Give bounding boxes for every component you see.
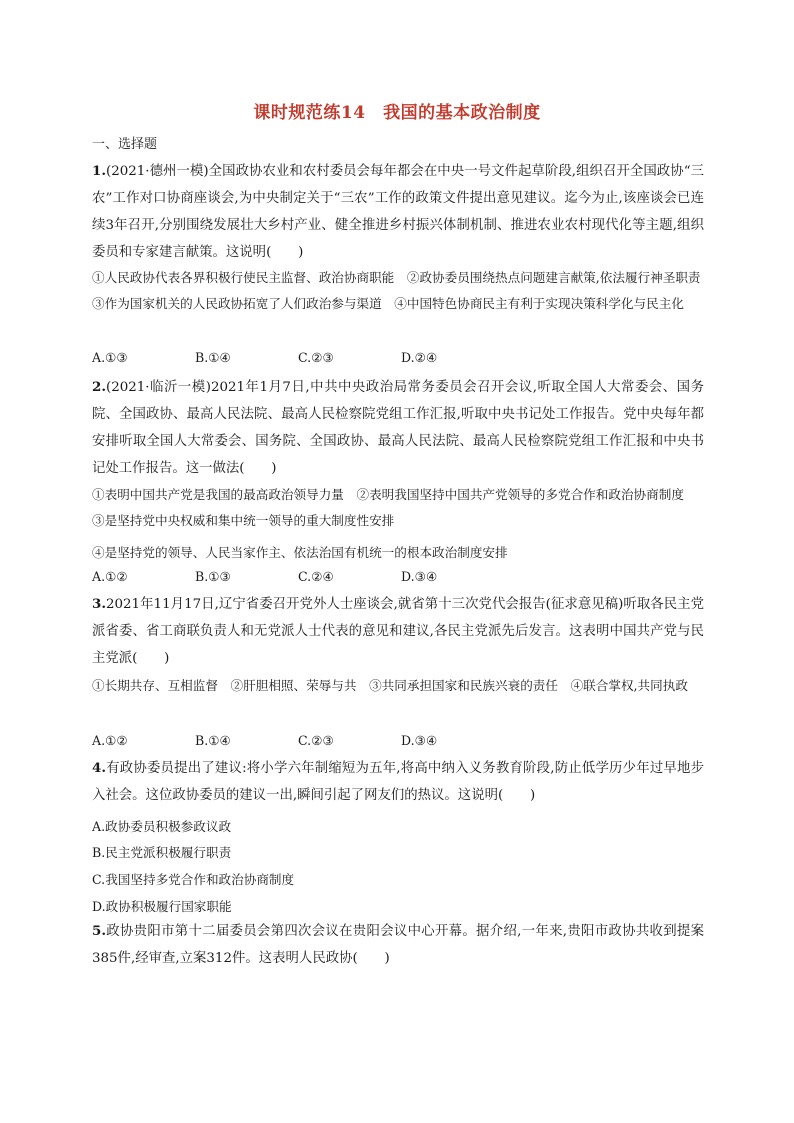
page-title: 课时规范练14 我国的基本政治制度 [253,103,541,123]
choice-d[interactable]: D.政协积极履行国家职能 [92,899,232,914]
question-1-choices [92,350,504,365]
question-3-choices [92,733,504,748]
choice-d[interactable]: D.③④ [401,569,438,584]
question-1-statements: ①人民政协代表各界积极行使民主监督、政治协商职能 ②政协委员围绕热点问题建言献策,依法履行神圣职责 ③作为国家机关的人民政协拓宽了人们政治参与渠道 ④中国特色协商民主有利于实现决策科学化与民主化 [92,270,714,311]
question-number: 4. [92,760,106,776]
choice-a[interactable]: A.①③ [92,350,128,365]
question-5 [92,918,704,972]
question-2-statements: ①表明中国共产党是我国的最高政治领导力量 ②表明我国坚持中国共产党领导的多党合作和政治协商制度 ③是坚持党中央权威和集中统一领导的重大制度性安排 [92,487,697,528]
choice-c[interactable]: C.②③ [298,733,334,748]
choice-a[interactable]: A.①② [92,733,128,748]
question-2-statement-4: ④是坚持党的领导、人民当家作主、依法治国有机统一的根本政治制度安排 [92,545,508,560]
choice-a[interactable]: A.政协委员积极参政议政 [92,819,232,834]
question-stem: (2021·德州一模)全国政协农业和农村委员会每年都会在中央一号文件起草阶段,组织召开全国政协“三农”工作对口协商座谈会,为中央制定关于“三农”工作的政策文件提出意见建议。迄今为止,该座谈会已连续3年召开,分别围绕发展壮大乡村产业、健全推进乡村振兴体制机制、推进农业农村现代化等主题,组织委员和专家建言献策。这说明( ) [92,164,704,260]
choice-c[interactable]: C.②④ [298,569,334,584]
choice-d[interactable]: D.③④ [401,733,438,748]
question-3-statements: ①长期共存、互相监督 ②肝胆相照、荣辱与共 ③共同承担国家和民族兴衰的责任 ④联合掌权,共同执政 [92,678,688,693]
question-stem: (2021·临沂一模)2021年1月7日,中共中央政治局常务委员会召开会议,听取全国人大常委会、国务院、全国政协、最高人民法院、最高人民检察院党组工作汇报,听取中央书记处工作报告。党中央每年都安排听取全国人大常委会、国务院、全国政协、最高人民法院、最高人民检察院党组工作汇报和中央书记处工作报告。这一做法( ) [92,380,704,476]
question-4 [92,755,704,809]
choice-c[interactable]: C.②③ [298,350,334,365]
section-heading: 一、选择题 [92,137,158,152]
question-2 [92,374,704,482]
question-1 [92,158,704,266]
question-number: 1. [92,163,106,179]
question-number: 2. [92,379,106,395]
choice-b[interactable]: B.①④ [195,350,231,365]
question-stem: 2021年11月17日,辽宁省委召开党外人士座谈会,就省第十三次党代会报告(征求意见稿)听取各民主党派省委、省工商联负责人和无党派人士代表的意见和建议,各民主党派先后发言。这表明中国共产党与民主党派( ) [92,597,704,666]
question-3 [92,591,704,672]
question-number: 3. [92,596,106,612]
choice-a[interactable]: A.①② [92,569,128,584]
question-stem: 有政协委员提出了建议:将小学六年制缩短为五年,将高中纳入义务教育阶段,防止低学历少年过早地步入社会。这位政协委员的建议一出,瞬间引起了网友们的热议。这说明( ) [92,761,704,803]
question-2-choices [92,569,504,584]
choice-b[interactable]: B.①④ [195,733,231,748]
question-stem: 政协贵阳市第十二届委员会第四次会议在贵阳会议中心开幕。据介绍,一年来,贵阳市政协共收到提案385件,经审查,立案312件。这表明人民政协( ) [92,924,704,966]
choice-b[interactable]: B.民主党派积极履行职责 [92,845,232,860]
choice-b[interactable]: B.①③ [195,569,231,584]
choice-c[interactable]: C.我国坚持多党合作和政治协商制度 [92,872,295,887]
question-number: 5. [92,923,106,939]
choice-d[interactable]: D.②④ [401,350,438,365]
